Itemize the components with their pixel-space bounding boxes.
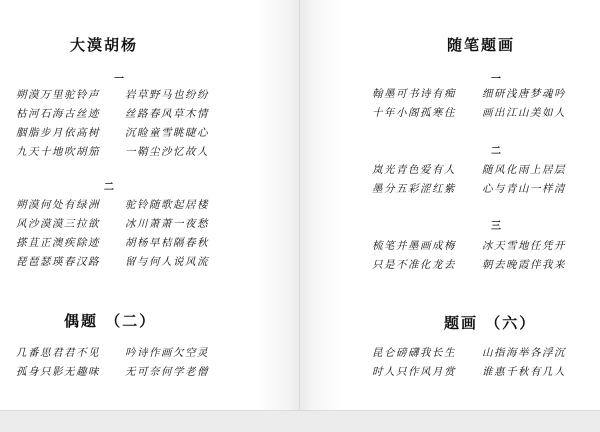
poem-title-suibi-tihua: 随笔题画	[447, 36, 516, 54]
poem-line: 吟诗作画欠空灵	[125, 347, 209, 359]
poem-line: 冰川萧萧一夜愁	[125, 218, 209, 230]
poem-part-number: 三	[491, 221, 501, 232]
page-fold-line	[299, 0, 300, 410]
poem-line: 孤身只影无趣味	[16, 366, 100, 378]
poem-line: 胭脂步月依高树	[16, 127, 100, 139]
poem-part-number: 一	[491, 74, 501, 85]
poem-line: 胡杨早桔隔春秋	[125, 237, 209, 249]
poem-title-outi-2: 偶题 （二）	[64, 312, 157, 330]
poem-line: 岚光青色爱有人	[372, 164, 456, 176]
poem-line: 画出江山美如人	[482, 107, 566, 119]
poem-line: 无可奈何学老僧	[125, 366, 209, 378]
left-page	[0, 0, 258, 410]
poem-line: 只是不准化龙去	[372, 259, 456, 271]
poem-line: 朔漠万里驼铃声	[16, 89, 100, 101]
poem-line: 沉睑童雪眺睫心	[125, 127, 209, 139]
poem-line: 丝路春风草木情	[125, 108, 209, 120]
poem-line: 留与何人说风流	[125, 256, 209, 268]
poem-line: 时人只作风月赏	[372, 366, 456, 378]
poem-part-number: 一	[114, 74, 124, 85]
poem-line: 枯河石海古丝迹	[16, 108, 100, 120]
viewer-bottom-strip	[0, 410, 600, 432]
poem-line: 随风化雨上居层	[482, 164, 566, 176]
poem-line: 搽苴正澳疾除迹	[16, 237, 100, 249]
poem-line: 几番思君君不见	[16, 347, 100, 359]
poem-line: 风沙漠漠三拉欲	[16, 218, 100, 230]
poem-line: 一鞘尘沙忆故人	[125, 146, 209, 158]
poem-line: 冰天雪地任凭开	[482, 240, 566, 252]
poem-part-number: 二	[104, 182, 114, 193]
poem-title-dahu-huyang: 大漠胡杨	[70, 36, 139, 54]
poem-title-tihua-6: 题画 （六）	[444, 314, 537, 332]
poem-line: 九天十地吹胡笳	[16, 146, 100, 158]
poem-line: 墨分五彩涩红紫	[372, 183, 456, 195]
poem-line: 朝去晚霞伴我来	[482, 259, 566, 271]
poem-line: 心与青山一样清	[482, 183, 566, 195]
poem-line: 岩草野马也纷纷	[125, 89, 209, 101]
poem-line: 琵琶瑟瑛春汉路	[16, 256, 100, 268]
poem-line: 细研浅唐梦魂吟	[482, 88, 566, 100]
poem-line: 梳笔并墨画成梅	[372, 240, 456, 252]
poem-line: 十年小阁孤寒住	[372, 107, 456, 119]
poem-part-number: 二	[491, 146, 501, 157]
right-page	[341, 0, 600, 410]
poem-line: 驼铃随歌起居楼	[125, 199, 209, 211]
poem-line: 山指海举各浮沉	[482, 347, 566, 359]
poem-line: 朔漠何处有绿洲	[16, 199, 100, 211]
poem-line: 谁惠千秋有几人	[482, 366, 566, 378]
poem-line: 翰墨可书诗有痴	[372, 88, 456, 100]
poem-line: 昆仑磅礴我长生	[372, 347, 456, 359]
